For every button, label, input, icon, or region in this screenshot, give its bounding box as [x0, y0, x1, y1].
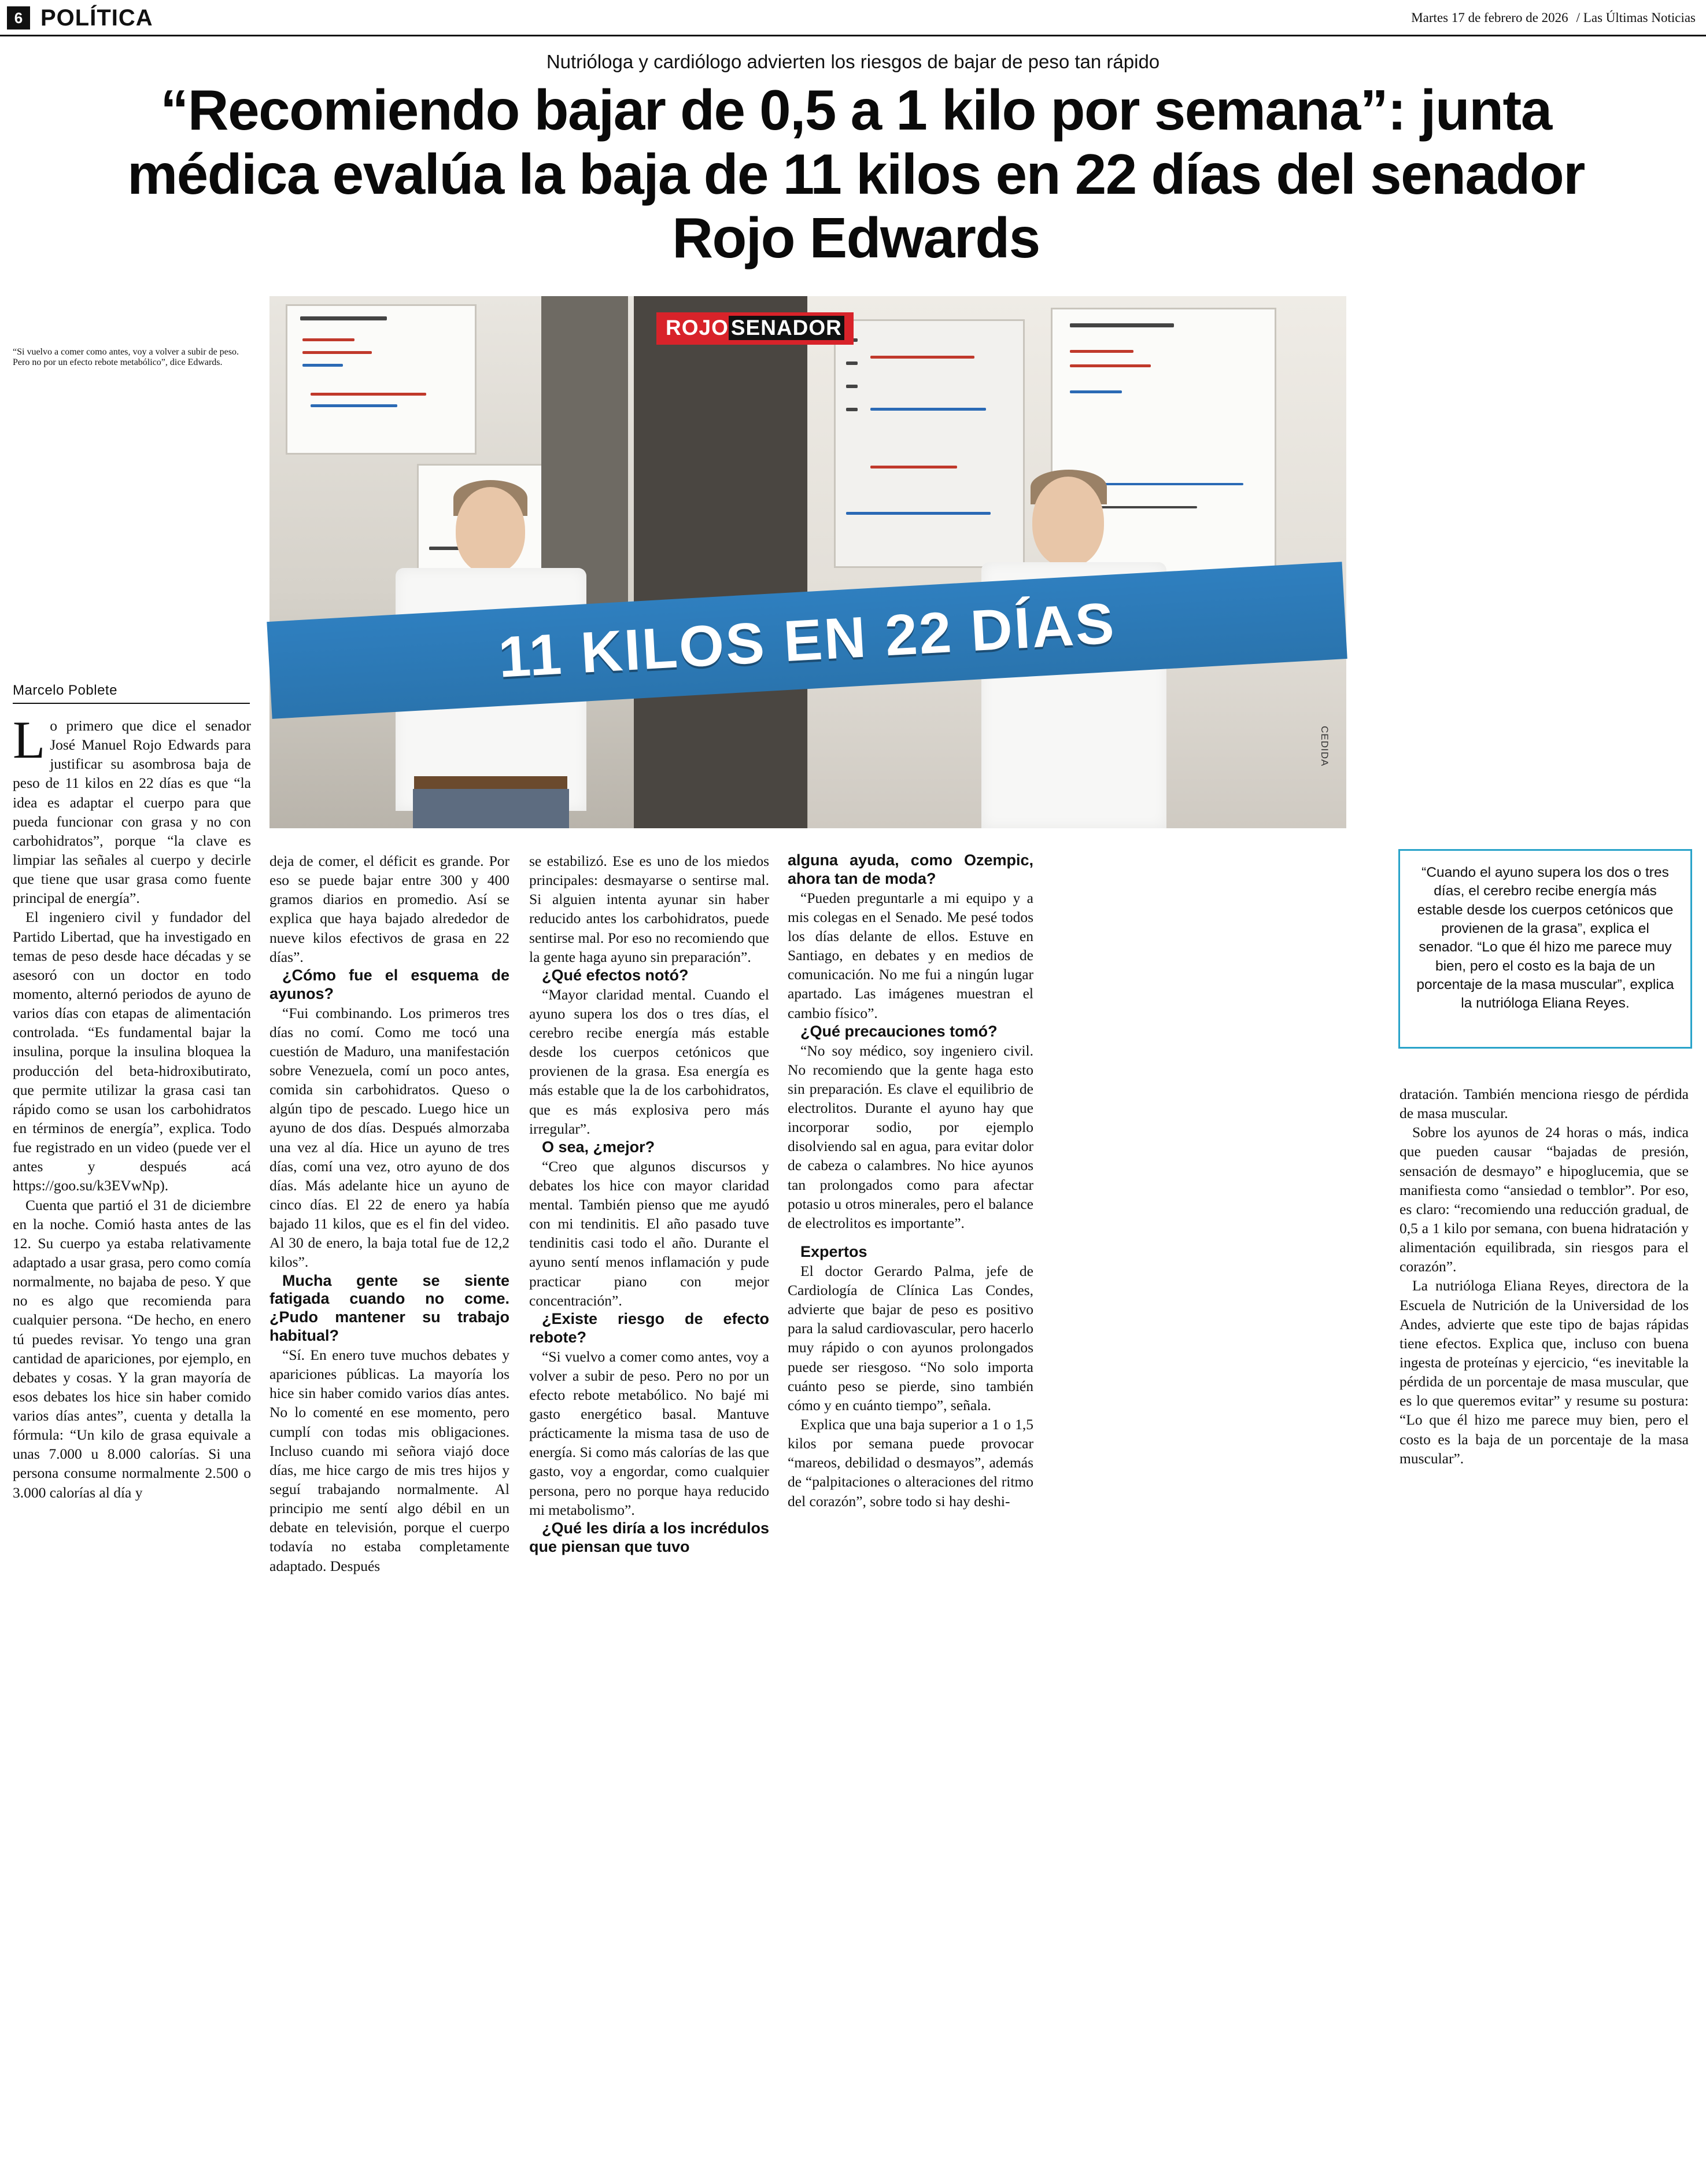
photo-before-panel	[269, 296, 808, 828]
person-before-jeans	[413, 789, 569, 828]
issue-date: Martes 17 de febrero de 2026	[1411, 10, 1568, 25]
whiteboard-right-left	[834, 319, 1025, 568]
body-column-2	[269, 851, 509, 1576]
article-kicker: Nutrióloga y cardiólogo advierten los riesgos de bajar de peso tan rápido	[546, 51, 1160, 72]
question-subhead: O sea, ¿mejor?	[542, 1138, 655, 1156]
question-subhead: ¿Qué les diría a los incrédulos que piensan que tuvo	[529, 1519, 769, 1555]
article-headline: “Recomiendo bajar de 0,5 a 1 kilo por semana”: junta médica evalúa la baja de 11 kilos en 22 días del senador Rojo Edwards	[127, 78, 1585, 270]
masthead-right	[1411, 10, 1706, 25]
body-column-3	[529, 851, 769, 1556]
masthead-left	[0, 5, 153, 31]
question-subhead: ¿Existe riesgo de efecto rebote?	[529, 1309, 769, 1346]
question-subhead: ¿Qué precauciones tomó?	[800, 1022, 998, 1040]
section-title: POLÍTICA	[40, 5, 153, 31]
paragraph: El doctor Gerardo Palma, jefe de Cardiología de Clínica Las Condes, advierte que bajar de peso es positivo para la salud cardiovascular, pero hacerlo muy rápido o con ayunos prolongados puede ser riesgoso. “No solo importa cuánto peso se pierde, sino también cómo y en cuánto tiempo”, señala.	[788, 1262, 1033, 1414]
rojo-senador-badge	[656, 312, 854, 345]
badge-senador-label: SENADOR	[729, 316, 844, 340]
badge-rojo-label: ROJO	[666, 316, 729, 340]
paragraph: se estabilizó. Ese es uno de los miedos principales: desmayarse o sentirse mal. Si alguien intenta ayunar sin haber reducido antes los carbohidratos, puede sentirse mal. Por eso no recomiendo que la gente haga ayuno sin preparación”.	[529, 853, 769, 965]
paragraph: Cuenta que partió el 31 de diciembre en la noche. Comió hasta antes de las 12. Su cuerpo ya estaba relativamente adaptado a usar grasa, pero como comía normalmente, no bajaba de peso. Y que no es algo que recomienda para cualquier persona. “De hecho, en enero tú puedes revisar. Yo tengo una gran cantidad de apariciones, por ejemplo, en debates y cosas. Y la gran mayoría de esos debates los hice sin haber comido varios días antes”, cuenta y detalla la fórmula: “Un kilo de grasa equivale a unas 7.000 u 8.000 calorías. Si una persona consume normalmente 2.500 o 3.000 calorías al día y	[13, 1196, 251, 1501]
whiteboard-left	[286, 304, 477, 455]
page-folio: 6	[7, 6, 30, 29]
paragraph: “Mayor claridad mental. Cuando el ayuno supera los dos o tres días, el cerebro recibe energía más estable desde los cuerpos cetónicos que provienen de la grasa. Esa energía es más estable que la de los carbohidratos, que es más explosiva pero más irregular”.	[529, 986, 769, 1137]
paragraph: Explica que una baja superior a 1 o 1,5 kilos por semana puede provocar “mareos, debilidad o desmayos”, además de “palpitaciones o alteraciones del ritmo del corazón”, sobre todo si hay deshi-	[788, 1415, 1033, 1510]
paragraph: “Sí. En enero tuve muchos debates y apariciones públicas. La mayoría los hice sin haber comido varios días antes. No lo comenté en ese momento, pero cumplí con todas mis obligaciones. Incluso cuando mi señora viajó doce días, me hice cargo de mis tres hijos y seguí trabajando normalmente. Al principio me sentí algo débil en un debate en televisión, porque el cuerpo todavía no estaba completamente adaptado. Después	[269, 1346, 509, 1574]
person-before-head	[456, 487, 525, 574]
article-photo	[269, 296, 1346, 828]
paragraph: El ingeniero civil y fundador del Partido Libertad, que ha investigado en temas de peso desde hace décadas y se asesoró con un doctor en todo momento, alternó periodos de ayuno de varios días con etapas de alimentación controlada. “Es fundamental bajar la insulina, porque la insulina bloquea la producción del beta-hidroxibutirato, que permite utilizar la grasa casi tan rápido como se usan los carbohidratos en términos de energía”, explica. Todo fue registrado en un video (puede ver el antes y después acá https://goo.su/k3EVwNp).	[13, 909, 251, 1194]
paragraph-text: o primero que dice el senador José Manuel Rojo Edwards para justificar su asombrosa baja de peso de 11 kilos en 22 días es que “la idea es adaptar el cuerpo para que pueda funcionar con grasa y no con carbohidratos”, porque “la clave es limpiar las señales al cuerpo y decirle que tiene que usar grasa como fuente principal de energía”.	[13, 717, 251, 907]
byline: Marcelo Poblete	[13, 682, 117, 698]
section-subhead-expertos: Expertos	[800, 1242, 867, 1260]
paragraph: “No soy médico, soy ingeniero civil. No recomiendo que la gente haga esto sin preparación. Es clave el equilibrio de electrolitos. Durante el ayuno hay que incorporar sodio, por ejemplo disolviendo sal en agua, para evitar dolor de cabeza o calambres. No hice ayunos tan prolongados como para afectar potasio u otros minerales, pero el balance de electrolitos es importante”.	[788, 1042, 1033, 1231]
paragraph: “Creo que algunos discursos y debates los hice con mayor claridad mental. También pienso que me ayudó con mi tendinitis. El año pasado tuve tendinitis casi todo el año. Durante el ayuno sentí menos inflamación y pude practicar piano con mejor concentración”.	[529, 1157, 769, 1309]
person-after-head	[1032, 477, 1104, 567]
paragraph: “Si vuelvo a comer como antes, voy a volver a subir de peso. Pero no por un efecto rebote metabólico. No bajé mi gasto energético basal. Mantuve prácticamente la misma tasa de uso de energía. Si como más calorías de las que gasto, voy a engordar, como cualquier persona, pero no porque haya reducido mi metabolismo”.	[529, 1348, 769, 1518]
body-column-1	[13, 710, 251, 1502]
photo-banner-text: 11 KILOS EN 22 DÍAS	[496, 590, 1118, 690]
masthead	[0, 0, 1706, 36]
photo-after-panel	[808, 296, 1346, 828]
masthead-divider	[0, 35, 1706, 36]
paragraph	[13, 710, 251, 907]
byline-divider	[13, 703, 250, 704]
photo-credit: CEDIDA	[1319, 726, 1330, 767]
paragraph: dratación. También menciona riesgo de pérdida de masa muscular.	[1399, 1086, 1689, 1122]
paragraph: “Fui combinando. Los primeros tres días no comí. Como me tocó una cuestión de Maduro, una manifestación sobre Venezuela, comí un poco antes, comida sin carbohidratos. Queso o algún tipo de pescado. Luego hice un ayuno de dos días. Después almorzaba una vez al día. Hice un ayuno de tres días, comí una vez, otro ayuno de dos días. Más adelante hice un ayuno de cinco días. El 22 de enero ya había bajado 11 kilos, que es el fin del video. Al 30 de enero, la baja total fue de 12,2 kilos”.	[269, 1004, 509, 1271]
highlight-box: “Cuando el ayuno supera los dos o tres días, el cerebro recibe energía más estable desde los cuerpos cetónicos que provienen de la grasa”, explica el senador. “Lo que él hizo me parece muy bien, pero el costo es la baja de un porcentaje de la masa muscular”, explica la nutrióloga Eliana Reyes.	[1398, 849, 1692, 1049]
question-subhead-continued: alguna ayuda, como Ozempic, ahora tan de moda?	[788, 851, 1033, 887]
wall-left	[634, 296, 807, 828]
publication-name: / Las Últimas Noticias	[1576, 10, 1696, 25]
paragraph: La nutrióloga Eliana Reyes, directora de la Escuela de Nutrición de la Universidad de los Andes, advierte que este tipo de bajas rápidas tiene efectos. Explica que, incluso con buena ingesta de proteínas y ejercicio, “es inevitable la pérdida de un porcentaje de masa muscular, que es lo que queremos evitar” y resume su postura: “Lo que él hizo me parece muy bien, pero el costo es la baja de un porcentaje de la masa muscular”.	[1399, 1277, 1689, 1467]
body-column-4	[788, 851, 1033, 1511]
drop-cap: L	[13, 710, 46, 769]
pull-quote: “Si vuelvo a comer como antes, voy a volver a subir de peso. Pero no por un efecto rebote metabólico”, dice Edwards.	[13, 347, 239, 367]
question-subhead: ¿Cómo fue el esquema de ayunos?	[269, 966, 509, 1002]
question-subhead: Mucha gente se siente fatigada cuando no come. ¿Pudo mantener su trabajo habitual?	[269, 1271, 509, 1345]
paragraph: deja de comer, el déficit es grande. Por eso se puede bajar entre 300 y 400 gramos diarios en promedio. Así se explica que haya bajado alrededor de nueve kilos efectivos de grasa en 22 días”.	[269, 853, 509, 965]
body-column-5	[1399, 1084, 1689, 1468]
paragraph: Sobre los ayunos de 24 horas o más, indica que pueden causar “bajadas de presión, sensación de desmayo” e hipoglucemia, que se manifiesta como “ansiedad o temblor”. Por eso, es claro: “recomiendo una reducción gradual, de 0,5 a 1 kilo por semana, con buena hidratación y alimentación equilibrada, sin riesgos para el corazón”.	[1399, 1124, 1689, 1275]
paragraph: “Pueden preguntarle a mi equipo y a mis colegas en el Senado. Me pesé todos los días delante de ellos. Estuve en Santiago, en debates y en medios de comunicación. No me fui a ningún lugar apartado. Las imágenes muestran el cambio físico”.	[788, 889, 1033, 1021]
question-subhead: ¿Qué efectos notó?	[542, 966, 689, 984]
